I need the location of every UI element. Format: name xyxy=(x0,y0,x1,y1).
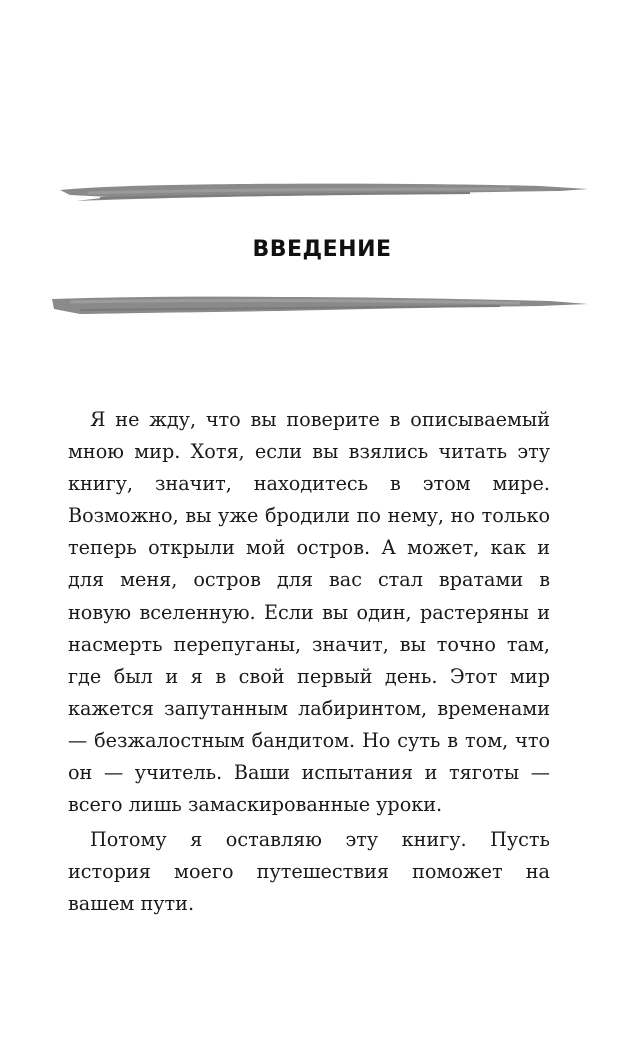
body-text xyxy=(68,404,550,921)
paragraph: Потому я оставляю эту книгу. Пусть история моего путешествия поможет на вашем пути. xyxy=(68,828,550,916)
chapter-title: ВВЕДЕНИЕ xyxy=(252,237,392,262)
decorative-brush-stroke-top xyxy=(40,172,600,212)
decorative-brush-stroke-bottom xyxy=(40,285,600,325)
paragraph: Я не жду, что вы поверите в описываемый мною мир. Хотя, если вы взялись читать эту книгу, значит, находитесь в этом мире. Возможно, вы уже бродили по нему, но только теперь открыли мой остров. А может, как и для меня, остров для вас стал вратами в новую вселенную. Если вы один, растеряны и насмерть перепуганы, значит, вы точно там, где был и я в свой первый день. Этот мир кажется запутанным лабиринтом, временами — безжалостным бандитом. Но суть в том, что он — учитель. Ваши испытания и тяготы — всего лишь замаскированные уроки. xyxy=(68,408,550,817)
